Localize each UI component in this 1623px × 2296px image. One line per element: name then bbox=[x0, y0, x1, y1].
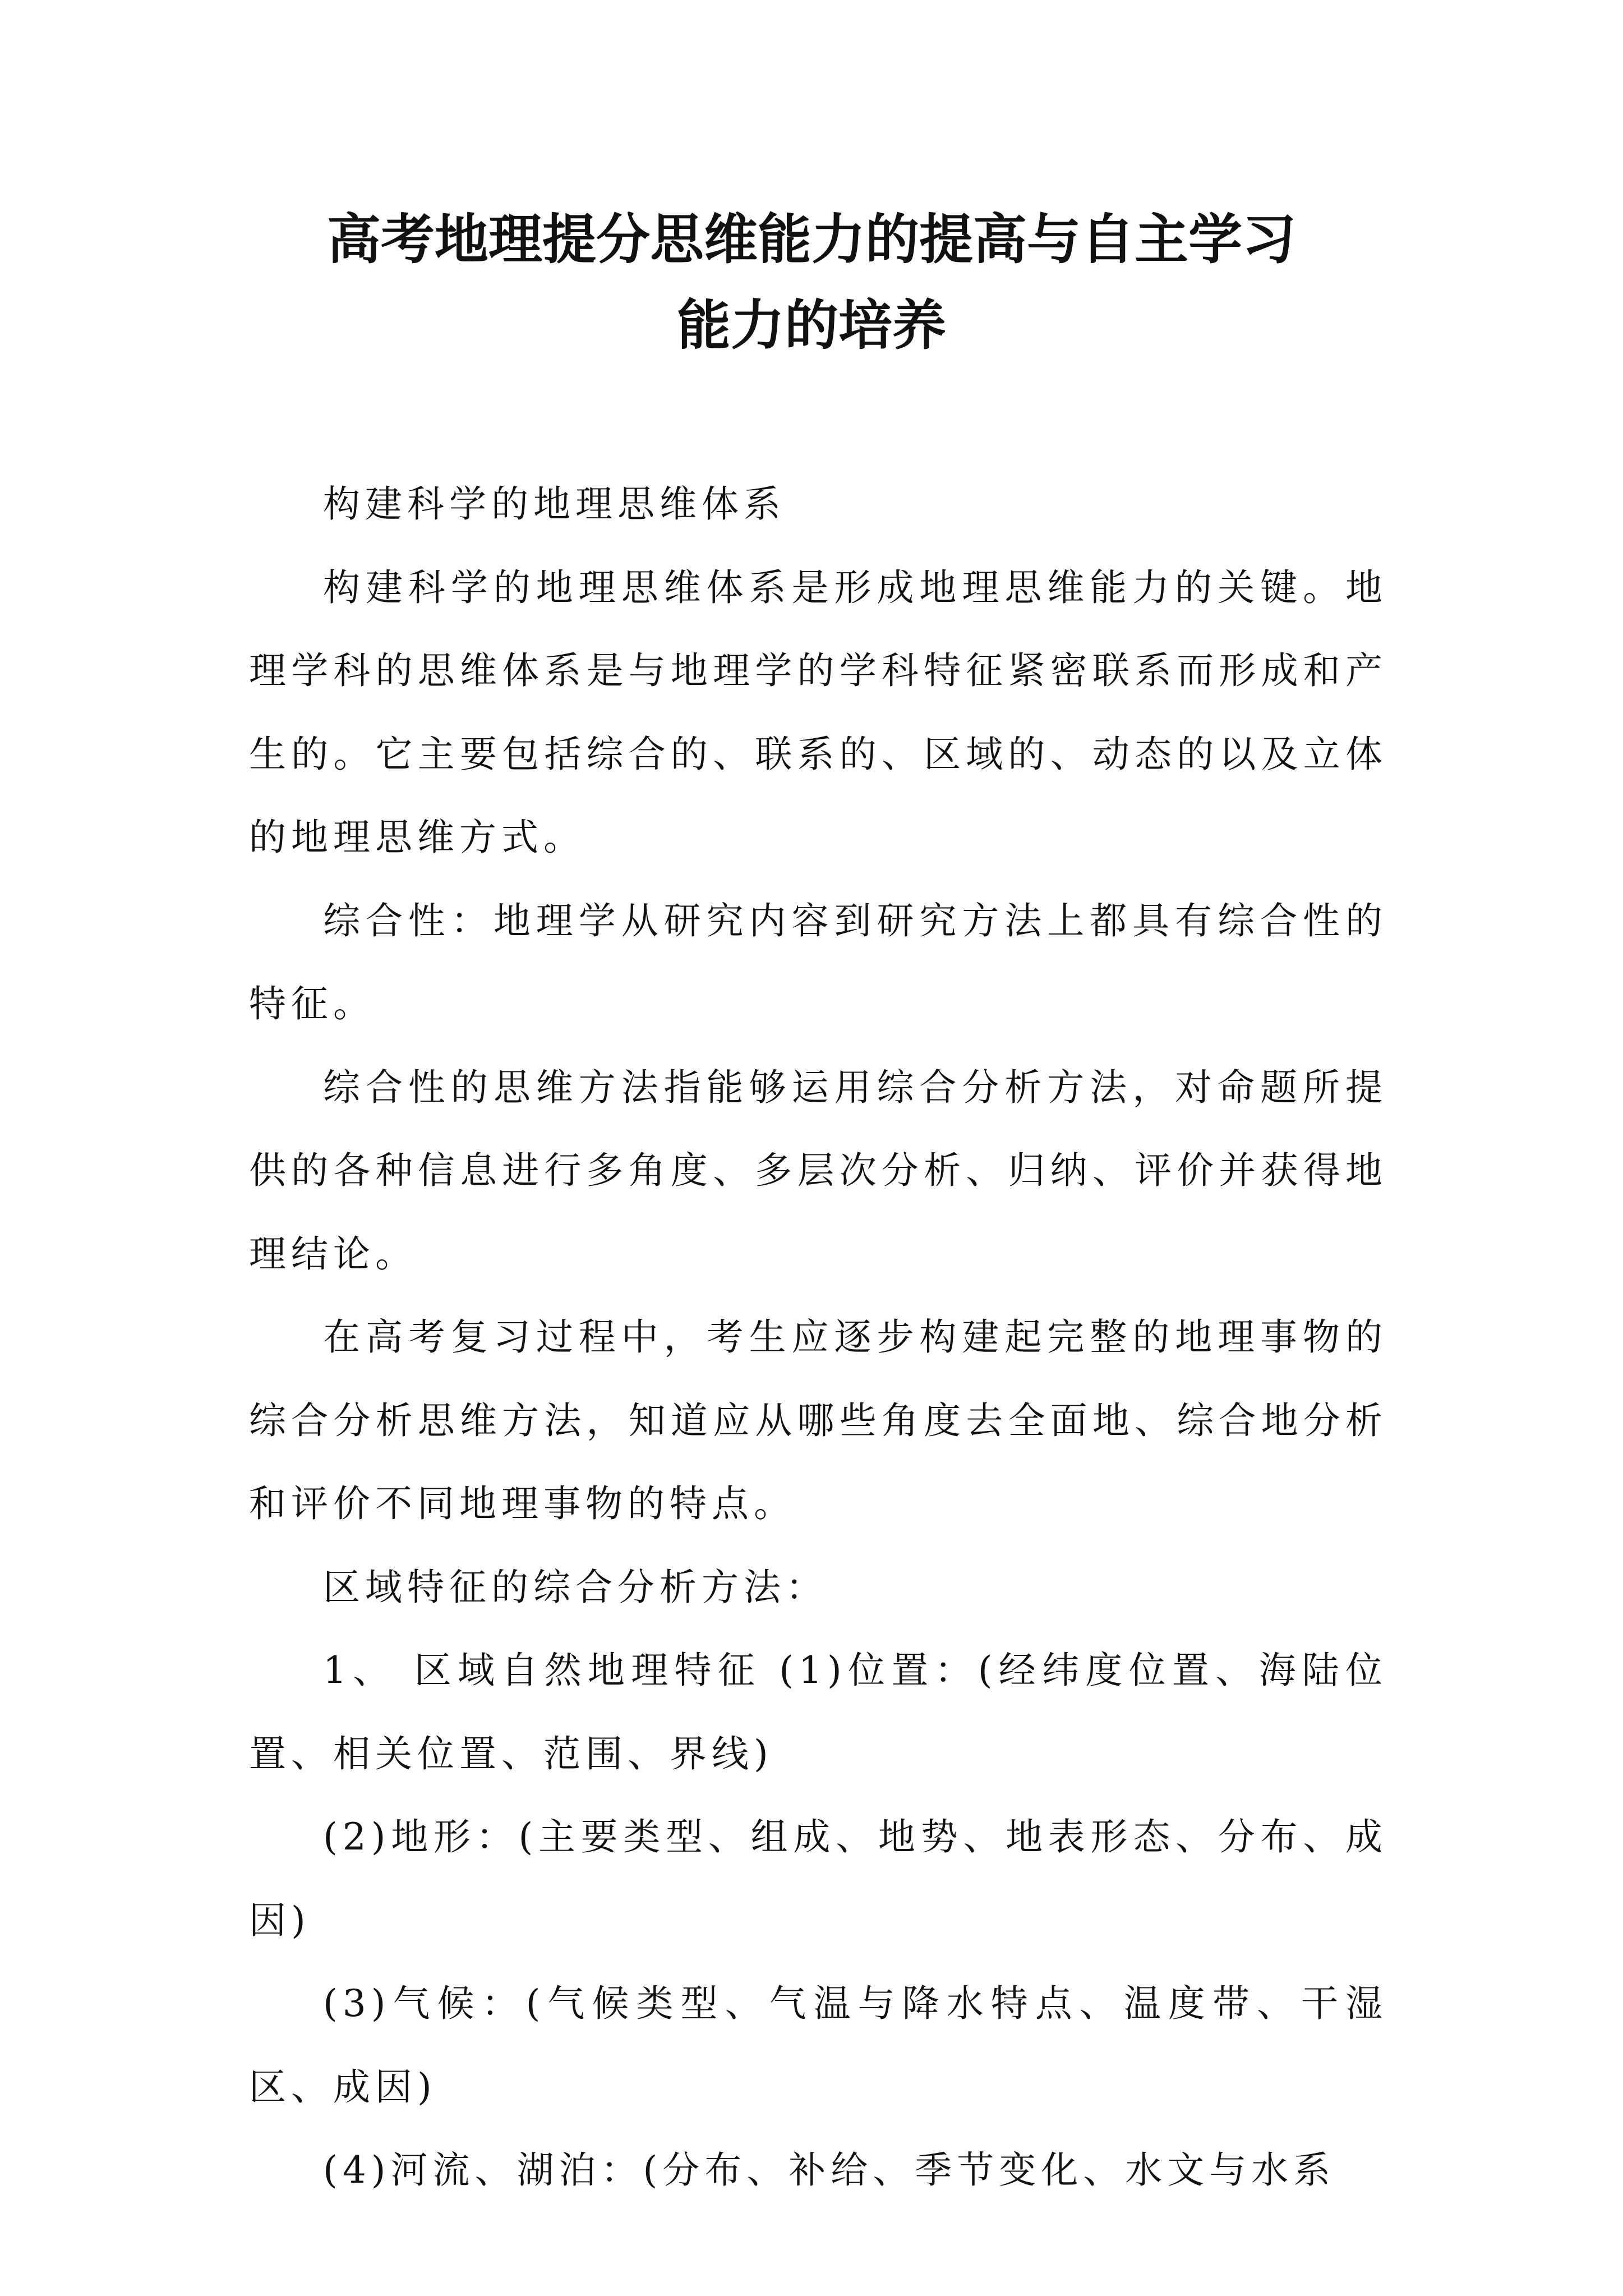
paragraph: 构建科学的地理思维体系是形成地理思维能力的关键。地理学科的思维体系是与地理学的学科特征紧密联系而形成和产生的。它主要包括综合的、联系的、区域的、动态的以及立体的地理思维方式。 bbox=[249, 565, 1387, 859]
document-title-line-1: 高考地理提分思维能力的提高与自主学习 bbox=[327, 208, 1296, 271]
list-item: 1、 区域自然地理特征 (1)位置：(经纬度位置、海陆位置、相关位置、范围、界线) bbox=[249, 1649, 1387, 1775]
list-item: (2)地形：(主要类型、组成、地势、地表形态、分布、成因) bbox=[249, 1815, 1387, 1942]
list-item: (3)气候：(气候类型、气温与降水特点、温度带、干湿区、成因) bbox=[249, 1982, 1387, 2109]
document-body bbox=[249, 463, 1387, 2212]
list-item: (4)河流、湖泊：(分布、补给、季节变化、水文与水系 bbox=[323, 2148, 1336, 2192]
paragraph: 区域特征的综合分析方法： bbox=[323, 1565, 828, 1609]
section-heading: 构建科学的地理思维体系 bbox=[323, 482, 786, 526]
document-title-line-2: 能力的培养 bbox=[677, 294, 946, 357]
paragraph: 在高考复习过程中，考生应逐步构建起完整的地理事物的综合分析思维方法，知道应从哪些角度去全面地、综合地分析和评价不同地理事物的特点。 bbox=[249, 1315, 1387, 1525]
paragraph: 综合性的思维方法指能够运用综合分析方法，对命题所提供的各种信息进行多角度、多层次分析、归纳、评价并获得地理结论。 bbox=[249, 1065, 1387, 1276]
paragraph: 综合性：地理学从研究内容到研究方法上都具有综合性的特征。 bbox=[249, 899, 1387, 1025]
